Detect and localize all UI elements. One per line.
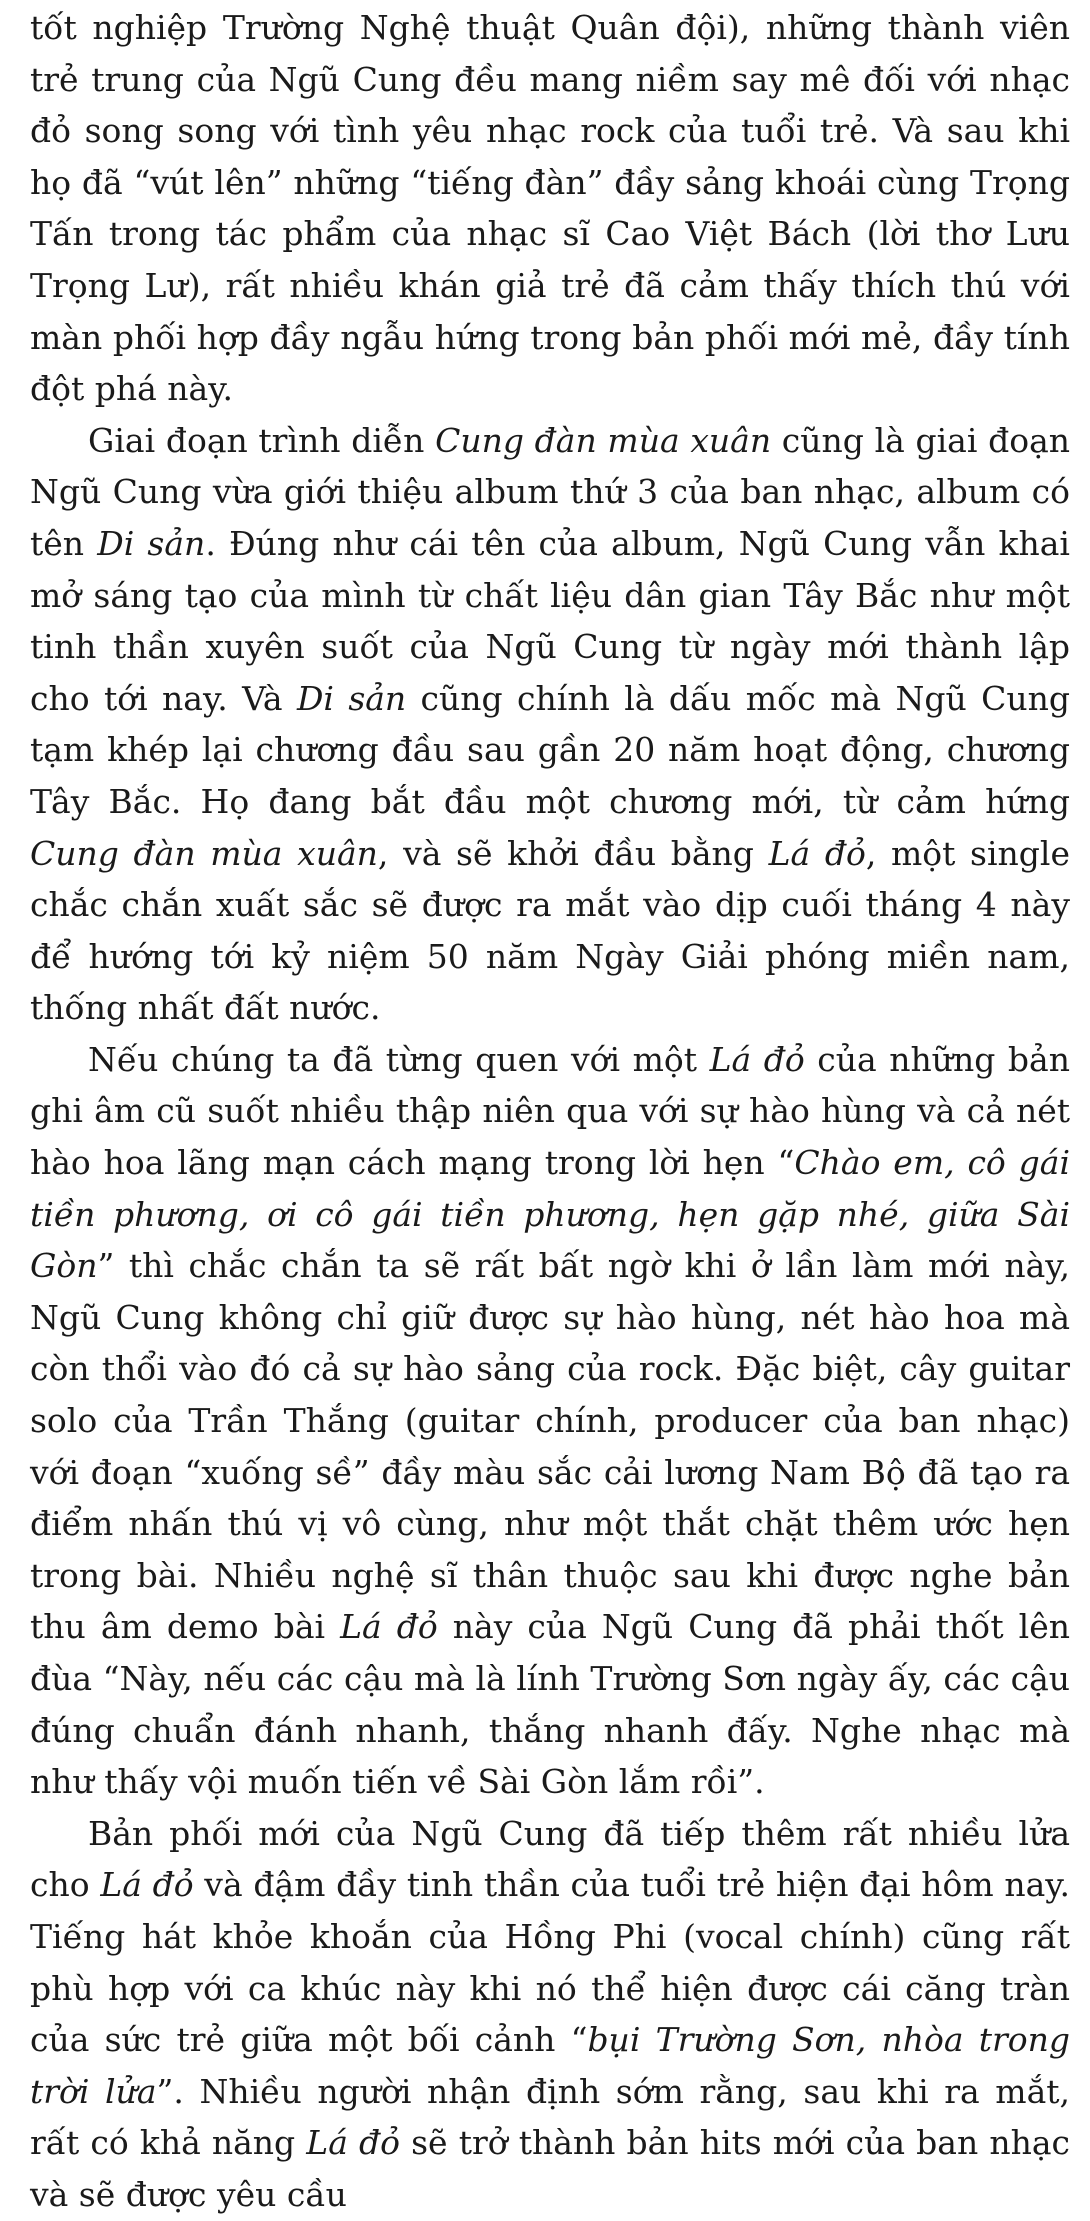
text-segment: Nếu chúng ta đã từng quen với một bbox=[88, 1039, 710, 1079]
text-segment: sẽ trở thành bản hits mới của ban nhạc và sẽ được yêu cầu bbox=[30, 2123, 1070, 2214]
italic-text: Lá đỏ bbox=[306, 2123, 400, 2163]
italic-text: Lá đỏ bbox=[709, 1039, 805, 1079]
italic-text: Di sản bbox=[296, 678, 407, 718]
italic-text: Chào em, cô gái tiền phương, ơi cô gái tiền phương, hẹn gặp nhé, giữa Sài Gòn bbox=[30, 1143, 1070, 1286]
italic-text: Lá đỏ bbox=[340, 1607, 438, 1647]
paragraph-4 bbox=[30, 1808, 1070, 2221]
text-segment: , một single chắc chắn xuất sắc sẽ được ra mắt vào dịp cuối tháng 4 này để hướng tới kỷ niệm 50 năm Ngày Giải phóng miền nam, thống nhất đất nước. bbox=[30, 833, 1070, 1028]
italic-text: Lá đỏ bbox=[768, 833, 866, 873]
text-segment: cũng chính là dấu mốc mà Ngũ Cung tạm khép lại chương đầu sau gần 20 năm hoạt động, chương Tây Bắc. Họ đang bắt đầu một chương mới, từ cảm hứng bbox=[30, 678, 1070, 821]
text-segment: ”. Nhiều người nhận định sớm rằng, sau khi ra mắt, rất có khả năng bbox=[30, 2071, 1070, 2163]
paragraph-3 bbox=[30, 1034, 1070, 1808]
paragraph-1 bbox=[30, 2, 1070, 415]
italic-text: Cung đàn mùa xuân bbox=[30, 833, 378, 873]
text-segment: cũng là giai đoạn Ngũ Cung vừa giới thiệu album thứ 3 của ban nhạc, album có tên bbox=[30, 420, 1070, 563]
text-segment: tốt nghiệp Trường Nghệ thuật Quân đội), những thành viên trẻ trung của Ngũ Cung đều mang niềm say mê đối với nhạc đỏ song song với tình yêu nhạc rock của tuổi trẻ. Và sau khi họ đã “vút lên” những “tiếng đàn” đầy sảng khoái cùng Trọng Tấn trong tác phẩm của nhạc sĩ Cao Việt Bách (lời thơ Lưu Trọng Lư), rất nhiều khán giả trẻ đã cảm thấy thích thú với màn phối hợp đầy ngẫu hứng trong bản phối mới mẻ, đầy tính đột phá này. bbox=[30, 8, 1070, 409]
text-segment: và đậm đầy tinh thần của tuổi trẻ hiện đại hôm nay. Tiếng hát khỏe khoắn của Hồng Phi (vocal chính) cũng rất phù hợp với ca khúc này khi nó thể hiện được cái căng tràn của sức trẻ giữa một bối cảnh “ bbox=[30, 1865, 1071, 2060]
text-segment: của những bản ghi âm cũ suốt nhiều thập niên qua với sự hào hùng và cả nét hào hoa lãng mạn cách mạng trong lời hẹn “ bbox=[30, 1039, 1070, 1183]
text-segment: , và sẽ khởi đầu bằng bbox=[377, 833, 769, 873]
text-segment: Bản phối mới của Ngũ Cung đã tiếp thêm rất nhiều lửa cho bbox=[30, 1813, 1070, 1905]
italic-text: Di sản bbox=[97, 523, 206, 563]
text-segment: này của Ngũ Cung đã phải thốt lên đùa “Này, nếu các cậu mà là lính Trường Sơn ngày ấy, các cậu đúng chuẩn đánh nhanh, thắng nhanh đấy. Nghe nhạc mà như thấy vội muốn tiến về Sài Gòn lắm rồi”. bbox=[30, 1607, 1070, 1802]
text-segment: Giai đoạn trình diễn bbox=[88, 420, 436, 460]
italic-text: Lá đỏ bbox=[100, 1865, 194, 1905]
paragraph-2 bbox=[30, 415, 1070, 1034]
text-segment: ” thì chắc chắn ta sẽ rất bất ngờ khi ở lần làm mới này, Ngũ Cung không chỉ giữ được sự hào hùng, nét hào hoa mà còn thổi vào đó cả sự hào sảng của rock. Đặc biệt, cây guitar solo của Trần Thắng (guitar chính, producer của ban nhạc) với đoạn “xuống sề” đầy màu sắc cải lương Nam Bộ đã tạo ra điểm nhấn thú vị vô cùng, như một thắt chặt thêm ước hẹn trong bài. Nhiều nghệ sĩ thân thuộc sau khi được nghe bản thu âm demo bài bbox=[30, 1246, 1070, 1647]
italic-text: bụi Trường Sơn, nhòa trong trời lửa bbox=[30, 2020, 1070, 2111]
italic-text: Cung đàn mùa xuân bbox=[435, 420, 772, 460]
text-segment: . Đúng như cái tên của album, Ngũ Cung vẫn khai mở sáng tạo của mình từ chất liệu dân gian Tây Bắc như một tinh thần xuyên suốt của Ngũ Cung từ ngày mới thành lập cho tới nay. Và bbox=[30, 523, 1070, 718]
